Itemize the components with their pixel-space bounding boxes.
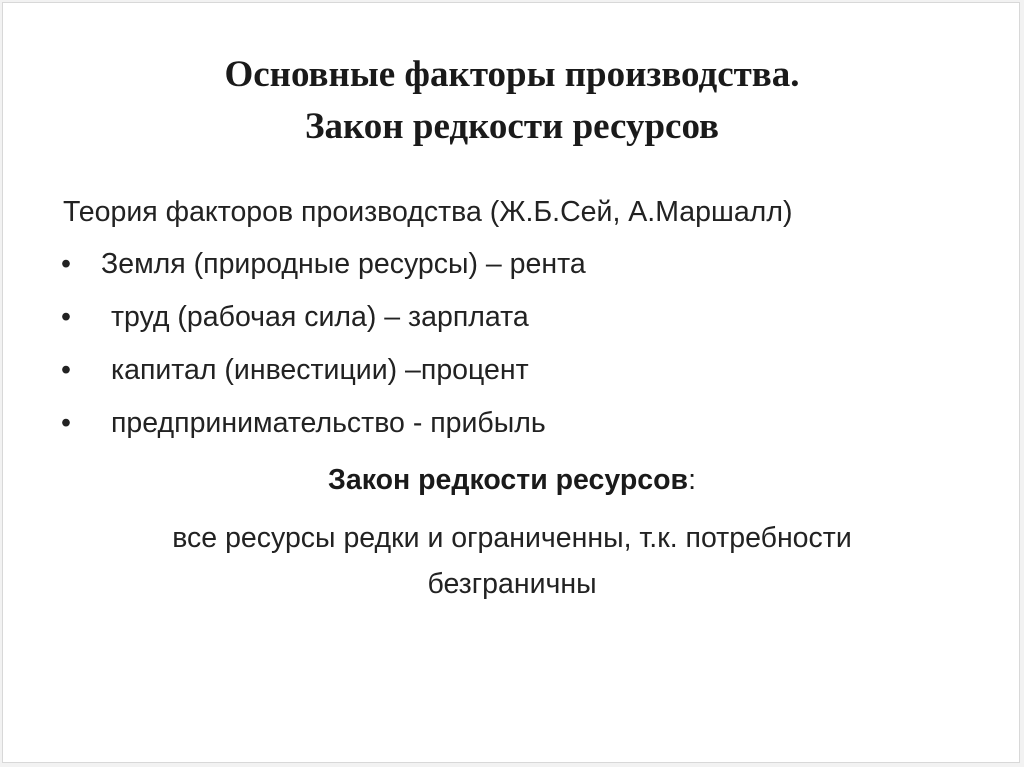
law-heading-text: Закон редкости ресурсов bbox=[328, 464, 689, 496]
law-heading bbox=[3, 463, 1021, 497]
bullet-text: труд (рабочая сила) – зарплата bbox=[111, 301, 529, 333]
bullet-dot-icon: • bbox=[61, 354, 71, 386]
bullet-dot-icon: • bbox=[61, 248, 71, 280]
theory-intro: Теория факторов производства (Ж.Б.Сей, А.Маршалл) bbox=[63, 196, 793, 228]
law-text-line-2: безграничны bbox=[427, 568, 597, 600]
bullet-dot-icon: • bbox=[61, 407, 71, 439]
title-line-1: Основные факторы производства. bbox=[224, 54, 800, 95]
slide bbox=[2, 2, 1020, 763]
bullet-dot-icon: • bbox=[61, 301, 71, 333]
slide-title bbox=[3, 49, 1021, 153]
law-heading-colon: : bbox=[688, 464, 696, 496]
bullet-text: Земля (природные ресурсы) – рента bbox=[101, 248, 586, 280]
bullet-text: капитал (инвестиции) –процент bbox=[111, 354, 529, 386]
law-statement bbox=[3, 515, 1021, 607]
law-text-line-1: все ресурсы редки и ограниченны, т.к. потребности bbox=[172, 522, 852, 554]
bullet-text: предпринимательство - прибыль bbox=[111, 407, 546, 439]
title-line-2: Закон редкости ресурсов bbox=[304, 106, 720, 147]
